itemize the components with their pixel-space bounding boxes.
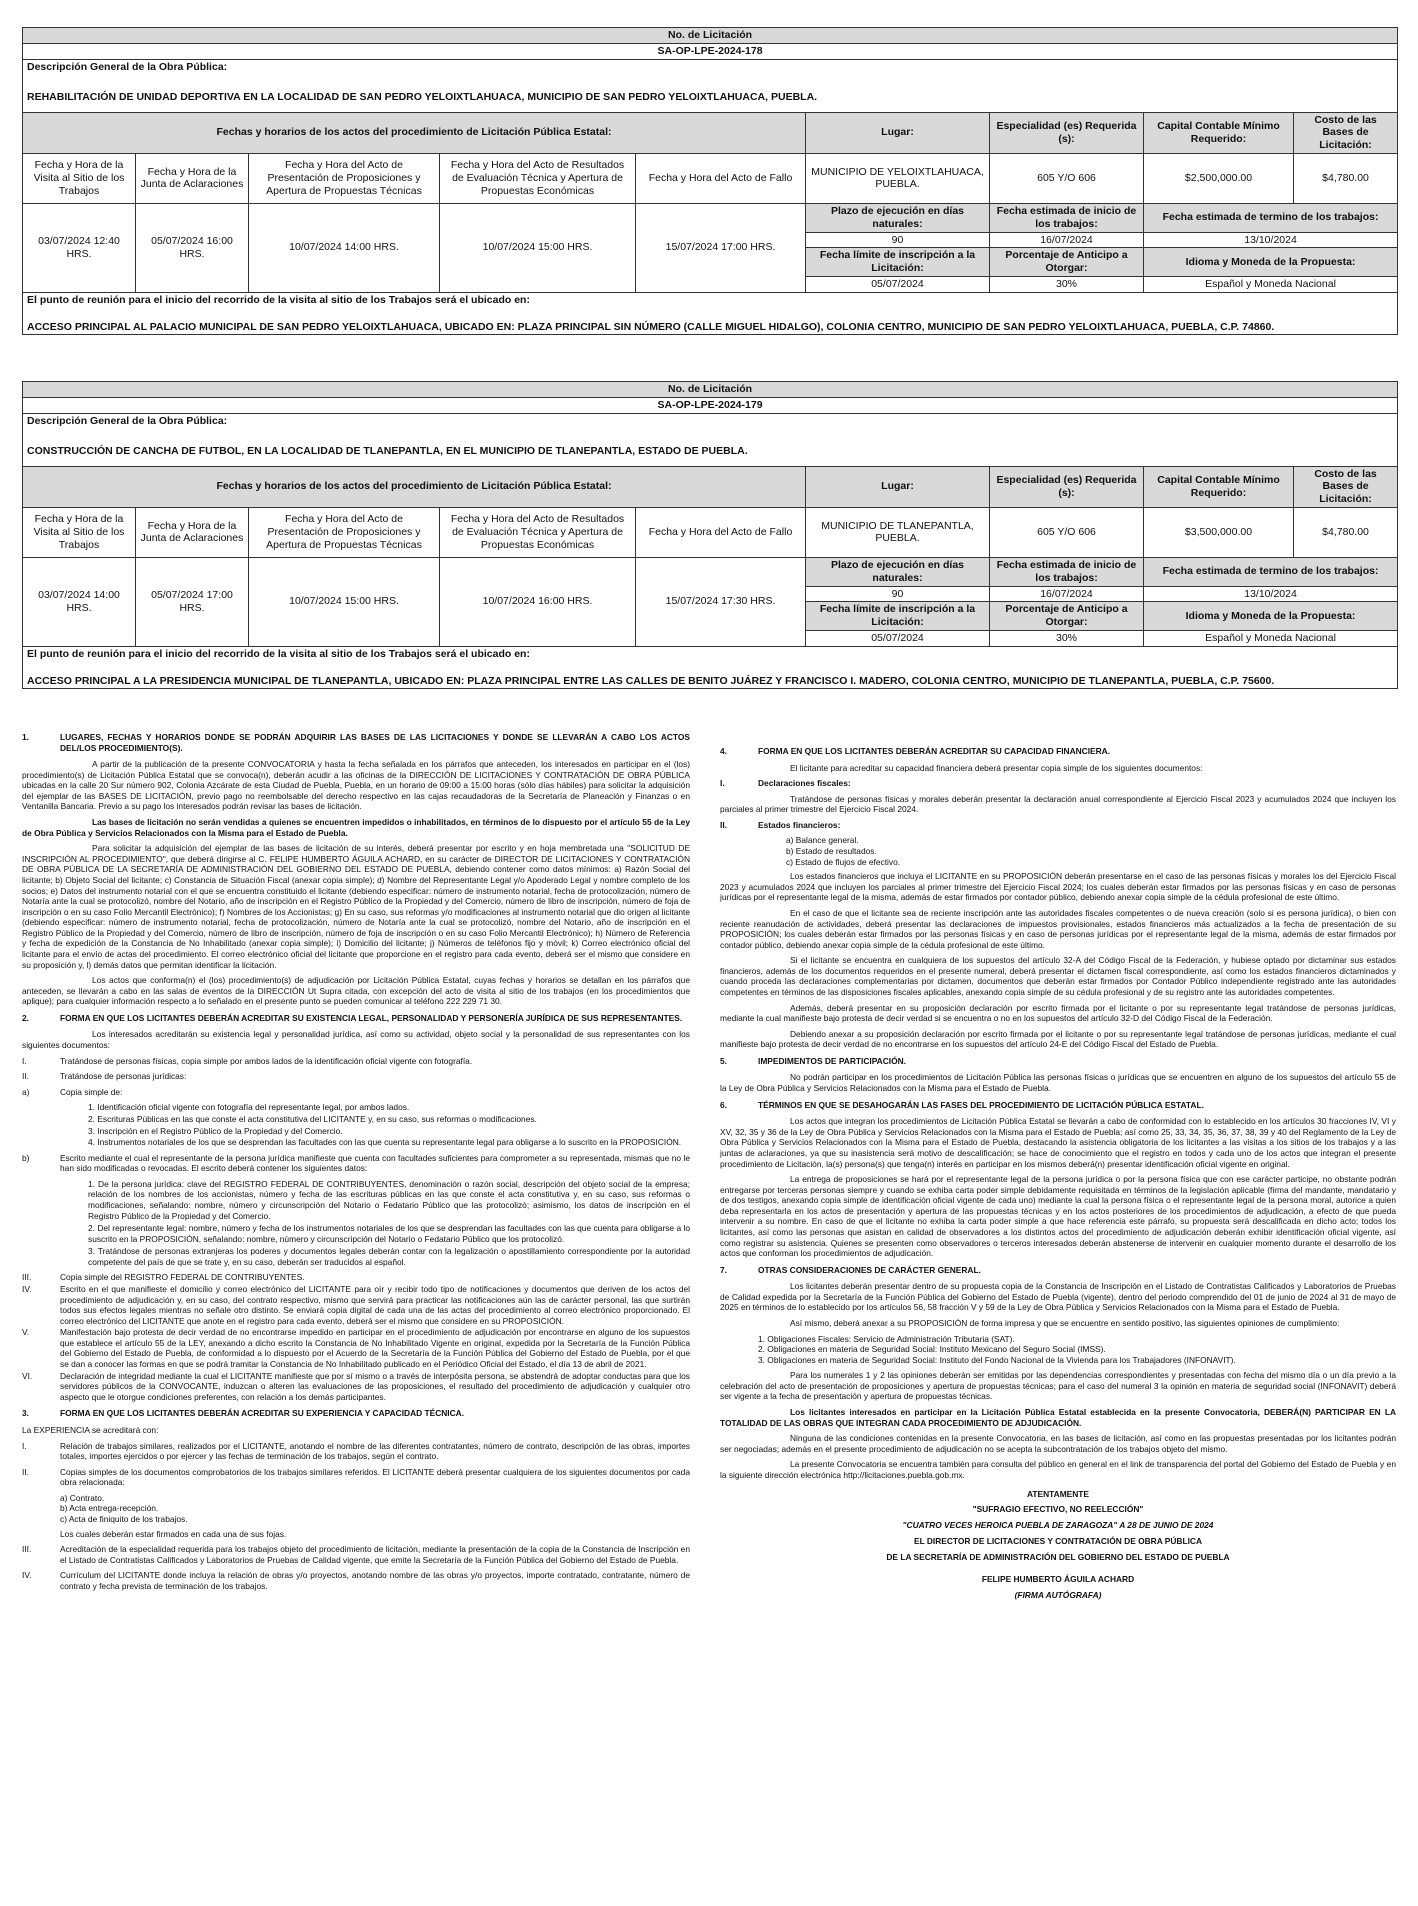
list-item: IV. Escrito en el que manifieste el domicilio y correo electrónico del LICITANTE para oír y recibir todo tipo de notificaciones y documentos que deriven de los actos del procedimiento de adjudicación y, en su caso, del contrato respectivo, mismo que servirá para practicar las notificaciones aún las de carácter personal, las que surtirán todos sus efectos legales mientras no señale otro distinto. Se enviará copia digital de cada una de las actas del procedimiento al correo electrónico proporcionado. El correo electrónico del LICITANTE que anote en el registro para cada evento, deberá ser el mismo que considere en su PROPOSICIÓN. bbox=[22, 1284, 690, 1326]
list-item: 2. Del representante legal: nombre, número y fecha de los instrumentos notariales de los que se desprendan las facultades con las que cuenta para obligarse a lo suscrito en la PROPOSICIÓN, señalando: nombre, número y circunscripción del Notario o Fedatario Público que los protocolizó. bbox=[88, 1223, 690, 1244]
costo-value: $4,780.00 bbox=[1294, 507, 1398, 557]
lugar-label: Lugar: bbox=[806, 112, 990, 153]
section-1-title: 1. LUGARES, FECHAS Y HORARIOS DONDE SE PODRÁN ADQUIRIR LAS BASES DE LAS LICITACIONES Y DONDE SE LLEVARÁN A CABO LOS ACTOS DEL/LOS PROCEDIMIENTO(S). bbox=[22, 732, 690, 753]
limite-value: 05/07/2024 bbox=[806, 630, 990, 646]
anticipo-label: Porcentaje de Anticipo a Otorgar: bbox=[990, 248, 1144, 277]
capital-label: Capital Contable Mínimo Requerido: bbox=[1144, 112, 1294, 153]
junta-col-header: Fecha y Hora de la Junta de Aclaraciones bbox=[136, 153, 249, 203]
tender-number: SA-OP-LPE-2024-179 bbox=[23, 397, 1398, 413]
lugar-label: Lugar: bbox=[806, 466, 990, 507]
especialidad-label: Especialidad (es) Requerida (s): bbox=[990, 466, 1144, 507]
idioma-value: Español y Moneda Nacional bbox=[1144, 630, 1398, 646]
costo-label: Costo de las Bases de Licitación: bbox=[1294, 112, 1398, 153]
junta-value: 05/07/2024 16:00 HRS. bbox=[136, 203, 249, 292]
tender-no-label: No. de Licitación bbox=[23, 382, 1398, 398]
list-item: 3. Obligaciones en materia de Seguridad Social: Instituto del Fondo Nacional de la Vivienda para los Trabajadores (INFONAVIT). bbox=[758, 1354, 1236, 1365]
section-4-paragraph: Si el licitante se encuentra en cualquiera de los supuestos del artículo 32-A del Código Fiscal de la Federación, y hubiese optado por dictaminar sus estados financieros, además de los documentos requeridos en el presente numeral, deberá presentar el dictamen fiscal correspondiente, así como los estados financieros dictaminados y cuando proceda las declaraciones complementarias por dictamen, documentos que deberán estar firmados por Contador Público independiente registrado ante las autoridades competentes en términos de las disposiciones fiscales aplicables, anexando copia simple de su cédula profesional y de su registro ante las autoridades competentes. bbox=[720, 955, 1396, 997]
resultados-col-header: Fecha y Hora del Acto de Resultados de Evaluación Técnica y Apertura de Propuestas Económicas bbox=[440, 507, 636, 557]
plazo-label: Plazo de ejecución en días naturales: bbox=[806, 557, 990, 586]
meeting-point-text: ACCESO PRINCIPAL AL PALACIO MUNICIPAL DE SAN PEDRO YELOIXTLAHUACA, UBICADO EN: PLAZA PRINCIPAL SIN NÚMERO (CALLE MIGUEL HIDALGO), COLONIA CENTRO, MUNICIPIO DE SAN PEDRO YELOIXTLAHUACA, PUEBLA, C.P. 74860. bbox=[27, 320, 1275, 333]
lugar-value: MUNICIPIO DE TLANEPANTLA, PUEBLA. bbox=[806, 507, 990, 557]
list-item: II. Copias simples de los documentos comprobatorios de los trabajos similares referidos. El LICITANTE deberá presentar cualquiera de los siguientes documentos por cada obra relacionada: bbox=[22, 1466, 690, 1488]
right-column bbox=[720, 740, 1396, 1606]
description-text: CONSTRUCCIÓN DE CANCHA DE FUTBOL, EN LA LOCALIDAD DE TLANEPANTLA, EN EL MUNICIPIO DE TLANEPANTLA, ESTADO DE PUEBLA. bbox=[27, 445, 748, 458]
resultados-value: 10/07/2024 15:00 HRS. bbox=[440, 203, 636, 292]
plazo-value: 90 bbox=[806, 586, 990, 602]
lugar-value: MUNICIPIO DE YELOIXTLAHUACA, PUEBLA. bbox=[806, 153, 990, 203]
list-item: V. Manifestación bajo protesta de decir verdad de no encontrarse impedido en participar en el procedimiento de adjudicación por encontrarse en alguno de los supuestos que establece el artículo 55 de la LEY, anexando a dicho escrito la Constancia de No Inhabilitado Vigente en original, expedida por la Secretaría de la Función Pública del Gobierno del Estado de Puebla, de conformidad a lo dispuesto por el Acuerdo de la Secretaría de la Función Pública del Gobierno del Estado de Puebla, por el que se dan a conocer las formas en que se podrá tramitar la Constancia de No Inhabilitado publicado en el Periódico Oficial del Estado, el día 13 de abril de 2021. bbox=[22, 1327, 690, 1370]
plazo-label: Plazo de ejecución en días naturales: bbox=[806, 203, 990, 232]
section-4-paragraph: El licitante para acreditar su capacidad financiera deberá presentar copia simple de los siguientes documentos: bbox=[790, 762, 1203, 773]
termino-label: Fecha estimada de termino de los trabajos: bbox=[1144, 203, 1398, 232]
list-item: a) Balance general. bbox=[786, 835, 859, 846]
fallo-col-header: Fecha y Hora del Acto de Fallo bbox=[636, 507, 806, 557]
list-item: a) Contrato. bbox=[60, 1492, 105, 1503]
dates-header: Fechas y horarios de los actos del procedimiento de Licitación Pública Estatal: bbox=[23, 112, 806, 153]
signature-line: ATENTAMENTE bbox=[1026, 1488, 1090, 1499]
meeting-point bbox=[23, 292, 1398, 335]
junta-value: 05/07/2024 17:00 HRS. bbox=[136, 557, 249, 646]
list-item: II. Tratándose de personas jurídicas: bbox=[22, 1071, 187, 1082]
list-item: VI. Declaración de integridad mediante la cual el LICITANTE manifieste que por sí mismo o a través de interpósita persona, se abstendrá de adoptar conductas para que los servidores públicos de la CONVOCANTE, induzcan o alteren las evaluaciones de las proposiciones, el resultado del procedimiento de adjudicación y cualquier otro aspecto que le otorgue condiciones preferentes, con relación a los demás participantes. bbox=[22, 1370, 690, 1402]
signature-line: "SUFRAGIO EFECTIVO, NO REELECCIÓN" bbox=[972, 1504, 1144, 1515]
description-label: Descripción General de la Obra Pública: bbox=[27, 414, 228, 427]
dates-header: Fechas y horarios de los actos del procedimiento de Licitación Pública Estatal: bbox=[23, 466, 806, 507]
section-4-paragraph: Los estados financieros que incluya el LICITANTE en su PROPOSICIÓN deberán presentarse en el caso de las personas físicas y morales los del Ejercicio Fiscal 2023 y acumulados 2024 que incluyen los parciales al primer trimestre del Ejercicio Fiscal 2024; los cuales deberán estar firmados por las personas físicas y en caso de personas jurídicas por el representante legal de la misma, además de estar firmados por contador público, debiendo anexar copia simple de la cédula profesional de este último. bbox=[720, 871, 1396, 903]
list-item: II. Estados financieros: bbox=[720, 819, 841, 830]
meeting-point-label: El punto de reunión para el inicio del recorrido de la visita al sitio de los Trabajos será el ubicado en: bbox=[27, 293, 530, 306]
signature-line: DE LA SECRETARÍA DE ADMINISTRACIÓN DEL GOBIERNO DEL ESTADO DE PUEBLA bbox=[886, 1551, 1230, 1562]
especialidad-label: Especialidad (es) Requerida (s): bbox=[990, 112, 1144, 153]
signature-block bbox=[720, 1489, 1396, 1601]
tender-description bbox=[23, 59, 1398, 112]
section-2-title: 2. FORMA EN QUE LOS LICITANTES DEBERÁN ACREDITAR SU EXISTENCIA LEGAL, PERSONALIDAD Y PERSONERÍA JURÍDICA DE SUS REPRESENTANTES. bbox=[22, 1012, 683, 1023]
list-item: b) Escrito mediante el cual el representante de la persona jurídica manifieste que cuenta con facultades suficientes para comprometer a su representada, mismas que no le han sido modificadas o revocadas. El escrito deberá contener los siguientes datos: bbox=[22, 1152, 690, 1174]
list-item: III. Copia simple del REGISTRO FEDERAL DE CONTRIBUYENTES. bbox=[22, 1272, 305, 1283]
section-6-paragraph: La entrega de proposiciones se hará por el representante legal de la persona jurídica o por la persona física que con ese carácter participe, no obstante podrán entregarse por terceras personas siempre y cuando se exhiba carta poder simple debidamente requisitada en términos de la legislación aplicable (firma del mandante, mandatario y de dos testigos, anexando copia simple de identificación oficial vigente de cada uno) mediante la cual la persona física o el representante legal de la persona moral, autorice a quien deba representarla en los actos de presentación y apertura de las propuestas técnicas y en los actos posteriores de los procedimientos de adjudicación, a efecto de que pueda intervenir a su nombre. En caso de que el licitante no exhiba la carta poder simple a que hace referencia este párrafo, su propuesta será descalificada en dicho acto; todos los licitantes, así como las personas que asistan en calidad de observadores a los distintos actos del procedimiento de adjudicación deberán exhibir identificación oficial vigente, así como registrar su asistencia. Quienes se presenten como observadores o terceros interesados deberán abstenerse de intervenir en cualquier momento durante el desarrollo de los actos que conforman los procedimientos de adjudicación. bbox=[720, 1174, 1396, 1259]
meeting-point bbox=[23, 646, 1398, 689]
limite-label: Fecha límite de inscripción a la Licitación: bbox=[806, 602, 990, 631]
fallo-col-header: Fecha y Hora del Acto de Fallo bbox=[636, 153, 806, 203]
signature-note: (FIRMA AUTÓGRAFA) bbox=[1014, 1590, 1102, 1601]
junta-col-header: Fecha y Hora de la Junta de Aclaraciones bbox=[136, 507, 249, 557]
capital-label: Capital Contable Mínimo Requerido: bbox=[1144, 466, 1294, 507]
especialidad-value: 605 Y/O 606 bbox=[990, 507, 1144, 557]
capital-value: $3,500,000.00 bbox=[1144, 507, 1294, 557]
signer-name: FELIPE HUMBERTO ÁGUILA ACHARD bbox=[981, 1574, 1135, 1585]
section-4-paragraph: En el caso de que el licitante sea de reciente inscripción ante las autoridades fiscales competentes o de nueva creación (solo si es persona jurídica), o bien con reciente reanudación de actividades, deberá presentar las declaraciones de impuestos provisionales, estados financieros más actualizados a la fecha de presentación de su PROPOSICIÓN; los cuales deberán estar firmados por las personas físicas y en caso de personas jurídicas por el representante legal de la misma, además de estar firmados por contador público, debiendo anexar copia simple de la cédula profesional de este último. bbox=[720, 907, 1396, 950]
tender-no-label: No. de Licitación bbox=[23, 28, 1398, 44]
list-item: 3. Inscripción en el Registro Público de la Propiedad y del Comercio. bbox=[88, 1125, 343, 1136]
anticipo-value: 30% bbox=[990, 630, 1144, 646]
meeting-point-text: ACCESO PRINCIPAL A LA PRESIDENCIA MUNICIPAL DE TLANEPANTLA, UBICADO EN: PLAZA PRINCIPAL ENTRE LAS CALLES DE BENITO JUÁREZ Y FRANCISCO I. MADERO, COLONIA CENTRO, MUNICIPIO DE TLANEPANTLA, PUEBLA, C.P. 75600. bbox=[27, 674, 1275, 687]
section-5-paragraph: No podrán participar en los procedimientos de Licitación Pública las personas físicas o jurídicas que se encuentren en alguno de los supuestos del artículo 55 de la Ley de Obra Pública y Servicios Relacionados con la Misma para el Estado de Puebla. bbox=[720, 1072, 1396, 1094]
description-text: REHABILITACIÓN DE UNIDAD DEPORTIVA EN LA LOCALIDAD DE SAN PEDRO YELOIXTLAHUACA, MUNICIPIO DE SAN PEDRO YELOIXTLAHUACA, PUEBLA. bbox=[27, 91, 818, 104]
signature-line: "CUATRO VECES HEROICA PUEBLA DE ZARAGOZA" A 28 DE JUNIO DE 2024 bbox=[902, 1520, 1214, 1531]
visita-value: 03/07/2024 12:40 HRS. bbox=[23, 203, 136, 292]
section-7-paragraph: Los licitantes interesados en participar en la Licitación Pública Estatal establecida en la presente Convocatoria, DEBERÁ(N) PARTICIPAR EN LA TOTALIDAD DE LAS OBRAS QUE INTEGRAN CADA PROCEDIMIENTO DE ADJUDICACIÓN. bbox=[720, 1407, 1396, 1428]
left-column bbox=[22, 726, 690, 1596]
section-6-title: 6. TÉRMINOS EN QUE SE DESAHOGARÁN LAS FASES DEL PROCEDIMIENTO DE LICITACIÓN PÚBLICA ESTATAL. bbox=[720, 1099, 1204, 1110]
limite-label: Fecha límite de inscripción a la Licitación: bbox=[806, 248, 990, 277]
plazo-value: 90 bbox=[806, 232, 990, 248]
resultados-col-header: Fecha y Hora del Acto de Resultados de Evaluación Técnica y Apertura de Propuestas Económicas bbox=[440, 153, 636, 203]
list-item: c) Acta de finiquito de los trabajos. bbox=[60, 1514, 188, 1524]
inicio-label: Fecha estimada de inicio de los trabajos: bbox=[990, 203, 1144, 232]
list-item: 1. De la persona jurídica: clave del REGISTRO FEDERAL DE CONTRIBUYENTES, denominación o razón social, descripción del objeto social de la empresa; relación de los nombres de los accionistas, número y fecha de las escrituras públicas en las que conste el acta constitutiva y, en su caso, sus reformas o modificaciones, señalando: nombre, número y circunscripción del Notario o Fedatario Público que las protocolizó; asimismo, los datos de inscripción en el Registro Público de la Propiedad y del Comercio. bbox=[88, 1178, 690, 1221]
section-7-title: 7. OTRAS CONSIDERACIONES DE CARÁCTER GENERAL. bbox=[720, 1264, 981, 1275]
termino-label: Fecha estimada de termino de los trabajos: bbox=[1144, 557, 1398, 586]
fallo-value: 15/07/2024 17:00 HRS. bbox=[636, 203, 806, 292]
anticipo-label: Porcentaje de Anticipo a Otorgar: bbox=[990, 602, 1144, 631]
visita-col-header: Fecha y Hora de la Visita al Sitio de los Trabajos bbox=[23, 507, 136, 557]
section-4-paragraph: Además, deberá presentar en su proposición declaración por escrito firmada por el licitante o por su representante legal tratándose de personas jurídicas, mediante la cual manifieste bajo protesta de decir verdad si se encuentra o no en los supuestos del artículo 32-D del Código Fiscal de la Federación. bbox=[720, 1002, 1396, 1024]
section-7-paragraph: Así mismo, deberá anexar a su PROPOSICIÓN de forma impresa y que se encuentre en sentido positivo, las siguientes opiniones de cumplimiento: bbox=[790, 1318, 1340, 1329]
list-item: 1. Identificación oficial vigente con fotografía del representante legal, por ambos lados. bbox=[88, 1102, 410, 1113]
presentacion-col-header: Fecha y Hora del Acto de Presentación de Proposiciones y Apertura de Propuestas Técnicas bbox=[249, 153, 440, 203]
list-item: I. Relación de trabajos similares, realizados por el LICITANTE, anotando el nombre de las diferentes contratantes, número de contrato, descripción de las obras, importes totales, importes ejercidos o por ejercer y las fechas de terminación de los trabajos, según el contrato. bbox=[22, 1440, 690, 1462]
section-1-paragraph: Las bases de licitación no serán vendidas a quienes se encuentren impedidos o inhabilitados, en términos de lo dispuesto por el artículo 55 de la Ley de Obra Pública y Servicios Relacionados con la Misma para el Estado de Puebla. bbox=[22, 817, 690, 838]
capital-value: $2,500,000.00 bbox=[1144, 153, 1294, 203]
section-1-paragraph: Los actos que conforma(n) el (los) procedimiento(s) de adjudicación por Licitación Pública Estatal, cuyas fechas y horarios se detallan en los párrafos que anteceden, se llevarán a cabo en las salas de eventos de la DIRECCIÓN Ut Supra citada, con excepción del acto de visita al sitio de los trabajos (en los procedimientos que aplique); para cualquier información respecto a lo señalado en el presente punto se pueden comunicar al teléfono 222 229 71 30. bbox=[22, 975, 690, 1007]
list-item: 4. Instrumentos notariales de los que se desprendan las facultades con las que cuenta su representante legal para obligarse a lo suscrito en la PROPOSICIÓN. bbox=[88, 1137, 682, 1148]
list-item: I. Declaraciones fiscales: bbox=[720, 778, 851, 789]
section-2-paragraph: Los interesados acreditarán su existencia legal y personalidad jurídica, así como su actividad, objeto social y la personalidad de sus representantes con los siguientes documentos: bbox=[22, 1029, 690, 1051]
section-7-paragraph: Para los numerales 1 y 2 las opiniones deberán ser emitidas por las dependencias correspondientes y presentadas con fecha del mismo día o un día previo a la celebración del acto de presentación de proposiciones y apertura de propuestas técnicas; para el caso del numeral 3 la opinión en materia de seguridad social (INFONAVIT) deberá ser vigente a la fecha de presentación y apertura de propuestas técnicas. bbox=[720, 1370, 1396, 1402]
list-item: c) Estado de flujos de efectivo. bbox=[786, 856, 901, 867]
list-item: 2. Obligaciones en materia de Seguridad Social: Instituto Mexicano del Seguro Social (IMSS). bbox=[758, 1344, 1106, 1355]
section-3-title: 3. FORMA EN QUE LOS LICITANTES DEBERÁN ACREDITAR SU EXPERIENCIA Y CAPACIDAD TÉCNICA. bbox=[22, 1408, 465, 1419]
especialidad-value: 605 Y/O 606 bbox=[990, 153, 1144, 203]
tender-number: SA-OP-LPE-2024-178 bbox=[23, 43, 1398, 59]
section-1-paragraph: Para solicitar la adquisición del ejemplar de las bases de licitación de su interés, deberá presentar por escrito y en hoja membretada una "SOLICITUD DE INSCRIPCIÓN AL PROCEDIMIENTO", que deberá dirigirse al C. FELIPE HUMBERTO ÁGUILA ACHARD, en su carácter de DIRECTOR DE LICITACIONES Y CONTRATACIÓN DE OBRA PÚBLICA DE LA SECRETARÍA DE ADMINISTRACIÓN DEL GOBIERNO DEL ESTADO DE PUEBLA, debiendo contener como datos mínimos: a) Razón Social del licitante; b) Objeto Social del licitante; c) Constancia de Situación Fiscal (anexar copia simple); d) Nombre del Representante Legal y/o Apoderado Legal y nombre completo de los socios; e) Datos del instrumento notarial con el que se encuentra constituido el licitante (debiendo especificar: número de instrumento notarial, fecha de protocolización, número de Notaría ante la cual se protocolizó, nombre del Notario, año de inscripción en el Registro Público de la Propiedad y del Comercio, número de libro de inscripción, número de foja de inscripción o en su caso Folio Mercantil Electrónico); f) Nombres de los Accionistas; g) En su caso, sus reformas y/o modificaciones al instrumento notarial que dio origen al licitante (debiendo especificar: número de instrumento notarial, fecha de protocolización, número de Notaría ante la cual se protocolizó, nombre del Notario, año de inscripción en el Registro Público de la Propiedad y del Comercio, número de libro de inscripción, número de foja de inscripción o en su caso Folio Mercantil Electrónico); h) Número de Referencia y fecha de expedición de la Constancia de No Inhabilitado (anexar copia simple); i) Domicilio del licitante; j) Números de teléfonos fijo y móvil; k) Correo electrónico oficial del licitante para el envío de actas del procedimiento. El correo electrónico oficial del licitante que proporcione en el registro para cada evento, deberá ser el mismo que considere en su proposición y, l) demás datos que permitan identificar la licitación. bbox=[22, 843, 690, 970]
anticipo-value: 30% bbox=[990, 276, 1144, 292]
list-item: a) Copia simple de: bbox=[22, 1086, 123, 1097]
inicio-value: 16/07/2024 bbox=[990, 586, 1144, 602]
section-4-paragraph: Debiendo anexar a su proposición declaración por escrito firmada por el licitante o por su representante legal tratándose de personas jurídicas, mediante el cual manifieste bajo protesta de decir verdad de no encontrarse en los supuestos del artículo 24-E del Código Fiscal del Estado de Puebla. bbox=[720, 1028, 1396, 1050]
idioma-label: Idioma y Moneda de la Propuesta: bbox=[1144, 602, 1398, 631]
section-7-paragraph: Los licitantes deberán presentar dentro de su propuesta copia de la Constancia de Inscripción en el Listado de Contratistas Calificados y Laboratorios de Pruebas de Calidad expedida por la Secretaría de la Función Pública del Gobierno del Estado de Puebla (vigente), dentro del periodo comprendido del 01 de junio de 2024 al 31 de mayo de 2025 en términos de lo establecido por los artículos 56, 58 fracción V y 59 de la Ley de Obra Pública y Servicios Relacionados con la Misma para el Estado de Puebla. bbox=[720, 1281, 1396, 1313]
presentacion-value: 10/07/2024 14:00 HRS. bbox=[249, 203, 440, 292]
list-item: III. Acreditación de la especialidad requerida para los trabajos objeto del procedimiento de licitación, mediante la presentación de la copia de la Constancia de Inscripción en el Listado de Contratistas Calificados y Laboratorios de Pruebas de Calidad vigente, que emite la Secretaría de la Función Pública del Gobierno del Estado de Puebla. bbox=[22, 1544, 690, 1565]
costo-label: Costo de las Bases de Licitación: bbox=[1294, 466, 1398, 507]
list-item: 2. Escrituras Públicas en las que conste el acta constitutiva del LICITANTE y, en su caso, sus reformas o modificaciones. bbox=[88, 1113, 537, 1124]
visita-col-header: Fecha y Hora de la Visita al Sitio de los Trabajos bbox=[23, 153, 136, 203]
description-label: Descripción General de la Obra Pública: bbox=[27, 60, 228, 73]
list-item: IV. Currículum del LICITANTE donde incluya la relación de obras y/o proyectos, anotando nombre de las obras y/o proyectos, importe contratado, contratante, número de contrato y fecha prevista de terminación de los trabajos. bbox=[22, 1570, 690, 1591]
section-6-paragraph: Los actos que integran los procedimientos de Licitación Pública Estatal se llevarán a cabo de conformidad con lo establecido en los artículos 30 fracciones IV, VI y XV, 32, 35 y 36 de la Ley de Obra Pública y Servicios Relacionados con la Misma para el Estado de Puebla; así como 25, 33, 34, 35, 36, 37, 38, 39 y 40 del Reglamento de la Ley de Obra Pública y Servicios Relacionados con la Misma para el Estado de Puebla, destacando la asistencia obligatoria de los licitantes a las visitas a los sitios de los trabajos y a las juntas de aclaraciones, ya que su inasistencia será motivo de descalificación; se hace de conocimiento que el registro en todos y cada uno de los actos que integran el presente procedimiento de Licitación, la(s) persona(s) que tenga(n) interés en participar en los mismos deberá(n) presentar identificación oficial vigente en original. bbox=[720, 1116, 1396, 1169]
idioma-value: Español y Moneda Nacional bbox=[1144, 276, 1398, 292]
section-4-title: 4. FORMA EN QUE LOS LICITANTES DEBERÁN ACREDITAR SU CAPACIDAD FINANCIERA. bbox=[720, 746, 1111, 756]
section-3-paragraph: La EXPERIENCIA se acreditará con: bbox=[22, 1424, 159, 1435]
presentacion-value: 10/07/2024 15:00 HRS. bbox=[249, 557, 440, 646]
meeting-point-label: El punto de reunión para el inicio del recorrido de la visita al sitio de los Trabajos será el ubicado en: bbox=[27, 647, 530, 660]
signature-line: EL DIRECTOR DE LICITACIONES Y CONTRATACIÓN DE OBRA PÚBLICA bbox=[913, 1535, 1203, 1546]
limite-value: 05/07/2024 bbox=[806, 276, 990, 292]
resultados-value: 10/07/2024 16:00 HRS. bbox=[440, 557, 636, 646]
section-7-paragraph: La presente Convocatoria se encuentra también para consulta del público en general en el link de transparencia del portal del Gobierno del Estado de Puebla y en la siguiente dirección electrónica http://licitaciones.puebla.gob.mx. bbox=[720, 1459, 1396, 1480]
list-item: b) Estado de resultados. bbox=[786, 846, 877, 857]
inicio-value: 16/07/2024 bbox=[990, 232, 1144, 248]
costo-value: $4,780.00 bbox=[1294, 153, 1398, 203]
tender-description bbox=[23, 413, 1398, 466]
inicio-label: Fecha estimada de inicio de los trabajos: bbox=[990, 557, 1144, 586]
list-item: 3. Tratándose de personas extranjeras los poderes y documentos legales deberán contar con la legalización o apostillamiento correspondiente por la autoridad competente del país de que se trate y, en su caso, deberán ser traducidos al español. bbox=[88, 1246, 690, 1267]
section-1-paragraph: A partir de la publicación de la presente CONVOCATORIA y hasta la fecha señalada en los párrafos que anteceden, los interesados en participar en el (los) procedimiento(s) de Licitación Pública Estatal que se convoca(n), deberán acudir a las oficinas de la DIRECCIÓN DE LICITACIONES Y CONTRATACIÓN DE OBRA PÚBLICA ubicadas en la calle 20 Sur número 902, Colonia Azcárate de esta Ciudad de Puebla, Puebla, en un horario de 09:00 a 15:00 horas (sólo días hábiles) para solicitar la adquisición del ejemplar de las BASES DE LICITACIÓN, previo pago no reembolsable del derecho respectivo en las cajas recaudadoras de la Secretaría de Planeación y Finanzas o en Ventanilla Bancaria. Previo a su pago los interesados podrán revisar las bases de licitación. bbox=[22, 759, 690, 812]
tender-table-1 bbox=[22, 27, 1398, 335]
section-5-title: 5. IMPEDIMENTOS DE PARTICIPACIÓN. bbox=[720, 1055, 906, 1066]
termino-value: 13/10/2024 bbox=[1144, 586, 1398, 602]
section-4-paragraph: Tratándose de personas físicas y morales deberán presentar la declaración anual correspondiente al Ejercicio Fiscal 2023 y acumulados 2024 que incluyen los parciales al primer trimestre del Ejercicio Fiscal 2024. bbox=[720, 793, 1396, 815]
fallo-value: 15/07/2024 17:30 HRS. bbox=[636, 557, 806, 646]
list-item: b) Acta entrega-recepción. bbox=[60, 1503, 159, 1514]
idioma-label: Idioma y Moneda de la Propuesta: bbox=[1144, 248, 1398, 277]
section-7-paragraph: Ninguna de las condiciones contenidas en la presente Convocatoria, en las bases de licitación, así como en las propuestas presentadas por los licitantes podrán ser negociadas; además en el presente procedimiento de adjudicación no se acepta la subcontratación de los trabajos objeto del mismo. bbox=[720, 1433, 1396, 1454]
list-item: 1. Obligaciones Fiscales: Servicio de Administración Tributaria (SAT). bbox=[758, 1333, 1015, 1344]
tender-table-2 bbox=[22, 381, 1398, 689]
section-3-paragraph: Los cuales deberán estar firmados en cada una de sus fojas. bbox=[60, 1528, 287, 1539]
presentacion-col-header: Fecha y Hora del Acto de Presentación de Proposiciones y Apertura de Propuestas Técnicas bbox=[249, 507, 440, 557]
list-item: I. Tratándose de personas físicas, copia simple por ambos lados de la identificación oficial vigente con fotografía. bbox=[22, 1055, 473, 1066]
termino-value: 13/10/2024 bbox=[1144, 232, 1398, 248]
visita-value: 03/07/2024 14:00 HRS. bbox=[23, 557, 136, 646]
